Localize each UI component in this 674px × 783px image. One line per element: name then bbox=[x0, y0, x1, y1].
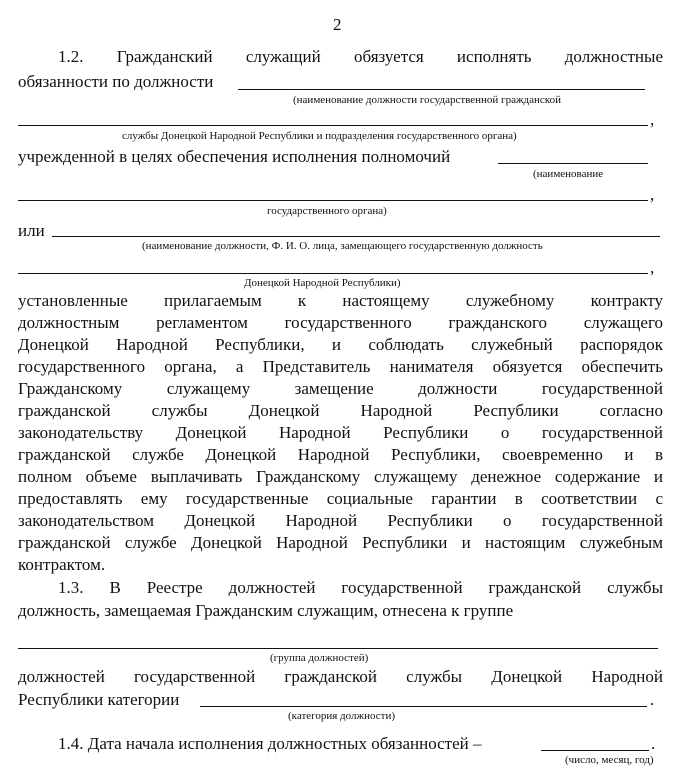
hint-state-agency: государственного органа) bbox=[267, 205, 387, 217]
period-2: . bbox=[651, 734, 656, 753]
category-blank[interactable] bbox=[200, 706, 647, 707]
position-name-blank-2[interactable] bbox=[18, 125, 648, 126]
comma-2: , bbox=[650, 185, 655, 204]
start-date-blank[interactable] bbox=[541, 750, 649, 751]
clause-1-4-line-1: 1.4. Дата начала исполнения должностных обязанностей – bbox=[58, 734, 482, 753]
body-line-9: полном объеме выплачивать Гражданскому служащему денежное содержание и bbox=[18, 467, 663, 486]
hint-position-name: (наименование должности государственной гражданской bbox=[293, 94, 561, 106]
body-line-2: должностным регламентом государственного гражданского служащего bbox=[18, 313, 663, 332]
clause-1-3-line-2: должность, замещаемая Гражданским служащим, отнесена к группе bbox=[18, 601, 514, 620]
hint-name: (наименование bbox=[533, 168, 604, 180]
official-name-blank-2[interactable] bbox=[18, 273, 648, 274]
body-line-11: законодательством Донецкой Народной Республики о государственной bbox=[18, 511, 663, 530]
body-line-3: Донецкой Народной Республики, и соблюдать служебный распорядок bbox=[18, 335, 663, 354]
agency-name-blank-1[interactable] bbox=[498, 163, 648, 164]
group-blank[interactable] bbox=[18, 648, 658, 649]
clause-1-3-heading-line: 1.3. В Реестре должностей государственной гражданской службы bbox=[58, 578, 663, 597]
position-name-blank-1[interactable] bbox=[238, 89, 645, 90]
body-line-6: гражданской службы Донецкой Народной Республики согласно bbox=[18, 401, 663, 420]
body-line-7: законодательству Донецкой Народной Республики о государственной bbox=[18, 423, 663, 442]
comma-1: , bbox=[650, 110, 655, 129]
hint-group: (группа должностей) bbox=[270, 652, 369, 664]
agency-name-blank-2[interactable] bbox=[18, 200, 648, 201]
body-line-8: гражданской службе Донецкой Народной Республики, своевременно и в bbox=[18, 445, 663, 464]
body-line-10: предоставлять ему государственные социальные гарантии в соответствии с bbox=[18, 489, 663, 508]
comma-3: , bbox=[650, 258, 655, 277]
clause-1-2-heading-line: 1.2. Гражданский служащий обязуется исполнять должностные bbox=[58, 47, 663, 66]
body-line-13: контрактом. bbox=[18, 555, 106, 574]
hint-category: (категория должности) bbox=[288, 710, 396, 722]
period-1: . bbox=[650, 690, 655, 709]
official-name-blank-1[interactable] bbox=[52, 236, 660, 237]
clause-1-2-line-3: учрежденной в целях обеспечения исполнения полномочий bbox=[18, 147, 451, 166]
body-line-12: гражданской службе Донецкой Народной Республики и настоящим служебным bbox=[18, 533, 663, 552]
or-label: или bbox=[18, 221, 45, 240]
body-line-1: установленные прилагаемым к настоящему служебному контракту bbox=[18, 291, 663, 310]
hint-service-and-division: службы Донецкой Народной Республики и подразделения государственного органа) bbox=[122, 130, 517, 142]
hint-date: (число, месяц, год) bbox=[565, 754, 654, 766]
clause-1-3-line-4: Республики категории bbox=[18, 690, 180, 709]
hint-dnr: Донецкой Народной Республики) bbox=[244, 277, 401, 289]
body-line-4: государственного органа, а Представитель нанимателя обязуется обеспечить bbox=[18, 357, 663, 376]
body-line-5: Гражданскому служащему замещение должности государственной bbox=[18, 379, 663, 398]
clause-1-3-line-3: должностей государственной гражданской службы Донецкой Народной bbox=[18, 667, 663, 686]
page-number: 2 bbox=[333, 15, 342, 34]
hint-official-name: (наименование должности, Ф. И. О. лица, замещающего государственную должность bbox=[142, 240, 543, 252]
clause-1-2-line-2: обязанности по должности bbox=[18, 72, 214, 91]
